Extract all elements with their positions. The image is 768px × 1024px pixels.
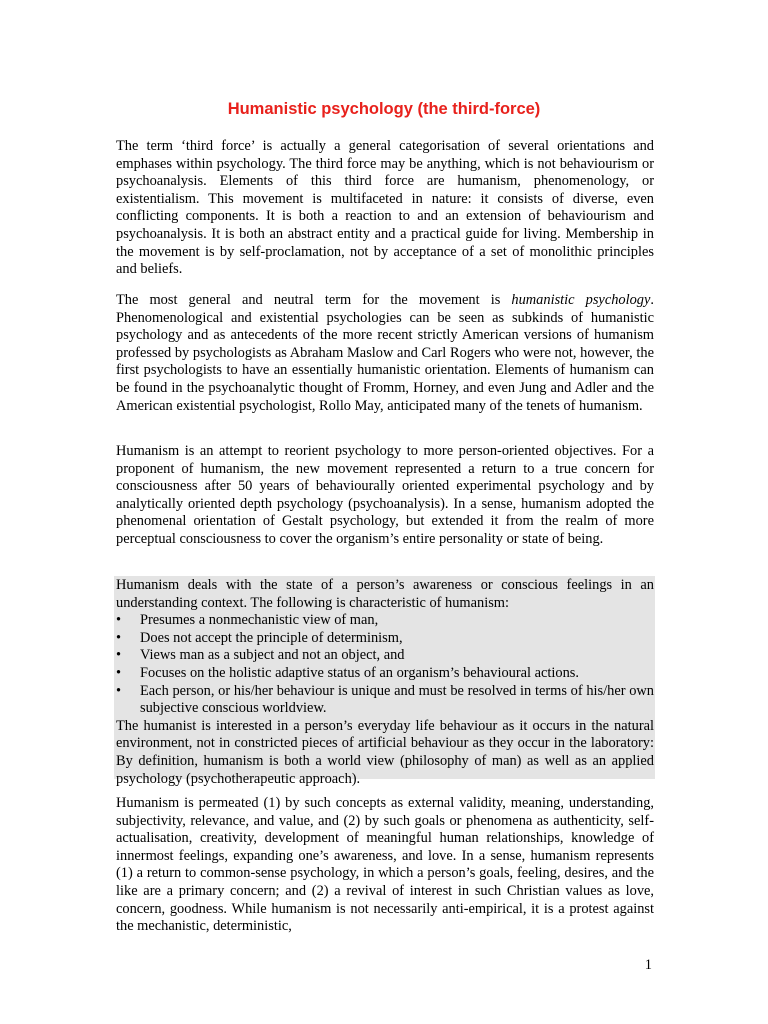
list-item: • Presumes a nonmechanistic view of man, (116, 612, 379, 629)
bullet-icon: • (116, 664, 122, 681)
paragraph-2-emphasis: humanistic psychology (511, 292, 651, 308)
list-item: • Does not accept the principle of determinism, (116, 629, 403, 646)
bullet-icon: • (116, 682, 122, 699)
paragraph-4: Humanism is permeated (1) by such concepts as external validity, meaning, understanding, subjectivity, relevance, and value, and (2) by such goals or phenomena as authenticity, self-actualisation, creativity, development of meaningful human relationships, knowledge of innermost feelings, expanding one’s awareness, and love. In a sense, humanism represents (1) a return to common-sense psychology, in which a person’s goals, feeling, desires, and the like are a primary concern; and (2) a revival of interest in such Christian values as love, concern, goodness. While humanism is not necessarily anti-empirical, it is a protest against the mechanistic, deterministic, (116, 795, 654, 935)
highlight-intro: Humanism deals with the state of a person’s awareness or conscious feelings in an understanding context. The following is characteristic of humanism: (116, 577, 654, 611)
paragraph-1: The term ‘third force’ is actually a general categorisation of several orientations and emphases within psychology. The third force may be anything, which is not behaviourism or psychoanalysis. Elements of this third force are humanism, phenomenology, or existentialism. This movement is multifaceted in nature: it consists of diverse, even conflicting components. It is both a reaction to and an extension of behaviourism and psychoanalysis. It is both an abstract entity and a practical guide for living. Membership in the movement is by self-proclamation, not by acceptance of a set of monolithic principles and beliefs. (116, 138, 654, 278)
paragraph-2-start: The most general and neutral term for the movement is (116, 292, 512, 308)
paragraph-2-end: . Phenomenological and existential psychologies can be seen as subkinds of humanistic psychology and as antecedents of the more recent strictly American versions of humanism professed by psychologists as Abraham Maslow and Carl Rogers who were not, however, the first psychologists to have an essentially humanistic orientation. Elements of humanism can be found in the psychoanalytic thought of Fromm, Horney, and even Jung and Adler and the American existential psychologist, Rollo May, anticipated many of the tenets of humanism. (116, 292, 654, 414)
page-number: 1 (644, 957, 652, 973)
bullet-icon: • (116, 629, 122, 646)
list-item: • Focuses on the holistic adaptive status of an organism’s behavioural actions. (116, 664, 579, 681)
highlight-outro: The humanist is interested in a person’s everyday life behaviour as it occurs in the natural environment, not in constricted pieces of artificial behaviour as they occur in the laboratory: By definition, humanism is both a world view (philosophy of man) as well as an applied psychology (psychotherapeutic approach). (116, 717, 654, 787)
page-title: Humanistic psychology (the third-force) (227, 100, 541, 118)
bullet-icon: • (116, 647, 122, 664)
characteristics-list (116, 612, 654, 718)
highlight-content (116, 577, 654, 788)
list-item: • Views man as a subject and not an object, and (116, 647, 405, 664)
list-item: • Each person, or his/her behaviour is unique and must be resolved in terms of his/her own subjective conscious worldview. (116, 682, 654, 717)
paragraph-3: Humanism is an attempt to reorient psychology to more person-oriented objectives. For a proponent of humanism, the new movement represented a return to a true concern for consciousness after 50 years of behaviourally oriented experimental psychology and by analytically oriented depth psychology (psychoanalysis). In a sense, humanism adopted the phenomenal orientation of Gestalt psychology, but extended it from the realm of more perceptual consciousness to cover the organism’s entire personality or state of being. (116, 443, 654, 547)
paragraph-2 (116, 292, 654, 415)
bullet-icon: • (116, 612, 122, 629)
